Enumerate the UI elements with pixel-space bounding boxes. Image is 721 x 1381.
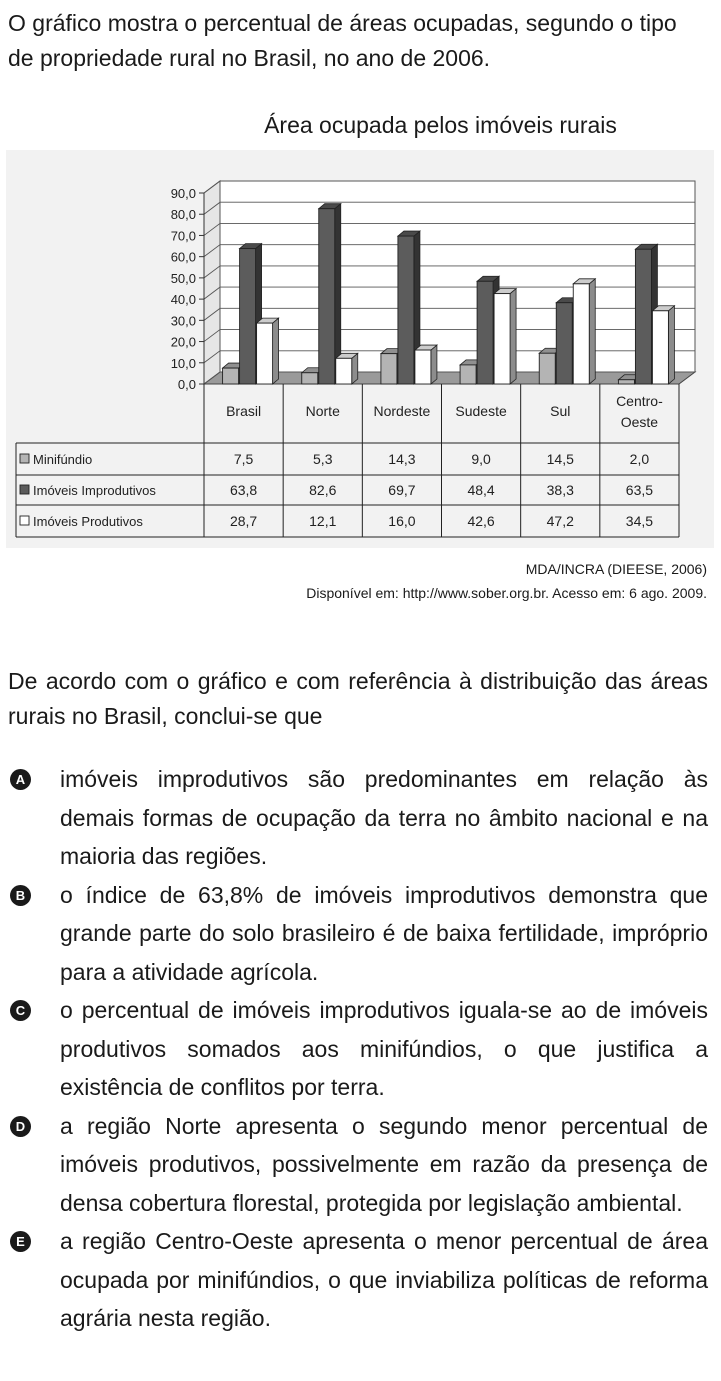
bar [460,365,476,384]
question-text: De acordo com o gráfico e com referência à distribuição das áreas rurais no Brasil, conclui-se que [8,668,708,729]
option-d-letter: D [10,1116,31,1137]
option-e-letter: E [10,1231,31,1252]
option-a-text: imóveis improdutivos são predominantes em relação às demais formas de ocupação da terra no âmbito nacional e na maioria das regiões. [60,766,708,869]
category-label: Nordeste [373,403,431,419]
data-label: 69,7 [388,482,416,498]
data-label: 14,5 [546,451,574,467]
legend-swatch [20,454,29,463]
data-label: 9,0 [471,451,491,467]
data-label: 2,0 [629,451,650,467]
y-tick-label: 20,0 [170,334,196,350]
answer-options [8,760,708,1338]
bar [223,368,239,384]
bar [477,281,493,384]
bar-side [273,318,279,384]
y-tick-label: 80,0 [170,207,196,223]
category-label: Norte [305,403,340,419]
bar [635,249,651,384]
intro-text: O gráfico mostra o percentual de áreas ocupadas, segundo o tipo de propriedade rural no Brasil, no ano de 2006. [8,10,677,71]
option-e-text: a região Centro-Oeste apresenta o menor percentual de área ocupada por minifúndios, o que inviabiliza políticas de reforma agrária nesta região. [60,1228,708,1331]
option-e[interactable] [8,1222,708,1338]
data-label: 14,3 [388,451,416,467]
option-b-text: o índice de 63,8% de imóveis improdutivos demonstra que grande parte do solo brasileiro é de baixa fertilidade, impróprio para a atividade agrícola. [60,881,708,985]
y-tick-label: 30,0 [170,313,196,329]
category-label: Centro-Oeste [616,393,663,430]
option-b-letter: B [10,885,31,906]
option-a[interactable] [8,760,708,876]
y-tick-label: 40,0 [170,292,196,308]
option-b[interactable] [8,876,708,992]
legend-label: Minifúndio [33,452,93,467]
category-label: Sudeste [455,403,507,419]
option-d[interactable] [8,1107,708,1223]
bar [652,311,668,384]
bar [302,373,318,384]
y-tick-label: 70,0 [170,228,196,244]
option-c-letter: C [10,1000,31,1021]
bar-side [510,289,516,384]
data-label: 63,8 [229,482,258,498]
legend-label: Imóveis Produtivos [33,514,143,529]
source-line-2: Disponível em: http://www.sober.org.br. Acesso em: 6 ago. 2009. [306,585,707,601]
bar [573,284,589,384]
data-label: 28,7 [229,513,258,529]
y-tick-label: 0,0 [177,377,196,392]
option-a-letter: A [10,769,31,790]
bar [336,358,352,384]
bar [319,209,335,384]
chart-title: Área ocupada pelos imóveis rurais [264,112,617,138]
data-label: 47,2 [546,513,574,529]
y-tick-label: 10,0 [170,355,196,371]
legend-label: Imóveis Improdutivos [33,483,156,498]
source-line-1: MDA/INCRA (DIEESE, 2006) [525,561,707,577]
category-label: Sul [550,403,571,419]
data-label: 38,3 [546,482,574,498]
data-label: 7,5 [233,451,254,467]
bar [415,350,431,384]
bar-side [668,306,674,384]
option-c[interactable] [8,991,708,1107]
bar [539,353,555,384]
option-c-text: o percentual de imóveis improdutivos iguala-se ao de imóveis produtivos somados aos minifúndios, o que justifica a existência de conflitos por terra. [60,997,708,1100]
bar [398,236,414,384]
y-tick-label: 90,0 [170,186,196,201]
data-label: 48,4 [467,482,495,498]
legend-swatch [20,516,29,525]
data-label: 12,1 [309,513,337,529]
plot-side-wall [204,181,220,384]
data-label: 42,6 [467,513,495,529]
chart-area [6,150,714,548]
data-label: 5,3 [313,451,333,467]
data-label: 63,5 [625,482,654,498]
bar [381,354,397,384]
bar [240,249,256,384]
option-d-text: a região Norte apresenta o segundo menor percentual de imóveis produtivos, possivelmente em razão da presença de densa cobertura florestal, protegida por legislação ambiental. [60,1112,708,1216]
bar-chart [6,150,714,548]
plot-back-wall [220,181,695,372]
bar-side [431,345,437,384]
category-label: Brasil [226,403,262,419]
data-label: 34,5 [625,513,654,529]
bar [618,380,634,384]
bar [257,323,273,384]
bar [494,294,510,384]
legend-swatch [20,485,29,494]
data-label: 16,0 [388,513,416,529]
bar [556,303,572,384]
y-tick-label: 60,0 [170,249,196,265]
bar-side [589,279,595,384]
y-tick-label: 50,0 [170,270,196,286]
data-label: 82,6 [309,482,337,498]
